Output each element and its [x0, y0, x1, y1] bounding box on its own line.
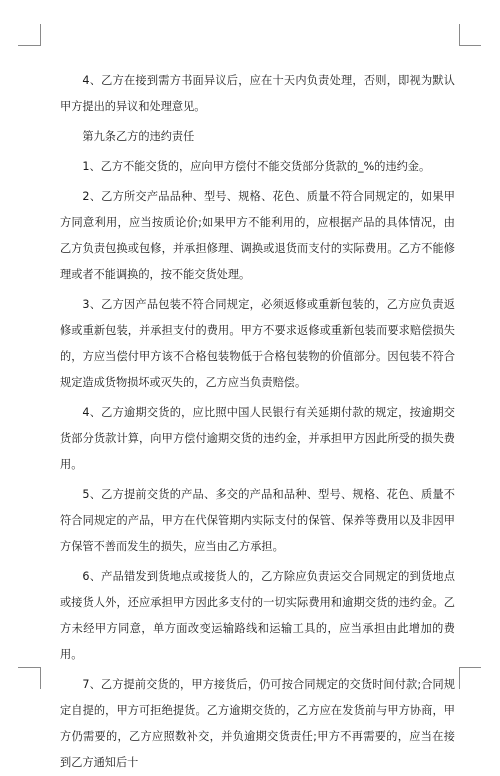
paragraph-item-2: 2、乙方所交产品品种、型号、规格、花色、质量不符合同规定的，如果甲方同意利用，应当按质论价;如果甲方不能利用的，应根据产品的具体情况，由乙方负责包换或包修，并承担修理、调换或退货而支付的实际费用。乙方不能修理或者不能调换的，按不能交货处理。 — [60, 190, 455, 281]
document-body — [60, 68, 455, 776]
paragraph-item-6: 6、产品错发到货地点或接货人的，乙方除应负责运交合同规定的到货地点或接货人外，还应承担甲方因此多支付的一切实际费用和逾期交货的违约金。乙方未经甲方同意，单方面改变运输路线和运输工具的，应当承担由此增加的费用。 — [60, 570, 455, 661]
crop-mark-bottom-right-horizontal — [459, 667, 481, 668]
crop-mark-bottom-left-horizontal — [18, 667, 40, 668]
crop-mark-top-left-vertical — [40, 24, 41, 46]
paragraph-item-1: 1、乙方不能交货的，应向甲方偿付不能交货部分货款的_%的违约金。 — [82, 160, 431, 173]
paragraph-item-3: 3、乙方因产品包装不符合同规定，必须返修或重新包装的，乙方应负责返修或重新包装，并承担支付的费用。甲方不要求返修或重新包装而要求赔偿损失的，方应当偿付甲方该不合格包装物低于合格包装物的价值部分。因包装不符合规定造成货物损坏或灭失的，乙方应当负责赔偿。 — [60, 298, 455, 389]
paragraph-item-7: 7、乙方提前交货的，甲方接货后，仍可按合同规定的交货时间付款;合同规定自提的，甲方可拒绝提货。乙方逾期交货的，乙方应在发货前与甲方协商，甲方仍需要的，乙方应照数补交，并负逾期交货责任;甲方不再需要的，应当在接到乙方通知后十 — [60, 678, 455, 769]
crop-mark-top-left-horizontal — [18, 45, 40, 46]
paragraph-item-5: 5、乙方提前交货的产品、多交的产品和品种、型号、规格、花色、质量不符合同规定的产品，甲方在代保管期内实际支付的保管、保养等费用以及非因甲方保管不善而发生的损失，应当由乙方承担。 — [60, 488, 455, 553]
crop-mark-top-right-horizontal — [459, 45, 481, 46]
crop-mark-bottom-left-vertical — [40, 667, 41, 689]
crop-mark-top-right-vertical — [459, 24, 460, 46]
section-heading-article-9: 第九条乙方的违约责任 — [82, 130, 195, 143]
paragraph-item-4: 4、乙方逾期交货的，应比照中国人民银行有关延期付款的规定，按逾期交货部分货款计算，向甲方偿付逾期交货的违约金，并承担甲方因此所受的损失费用。 — [60, 406, 455, 471]
paragraph-clause-4-objection: 4、乙方在接到需方书面异议后，应在十天内负责处理，否则，即视为默认甲方提出的异议和处理意见。 — [60, 74, 455, 113]
crop-mark-bottom-right-vertical — [459, 667, 460, 689]
